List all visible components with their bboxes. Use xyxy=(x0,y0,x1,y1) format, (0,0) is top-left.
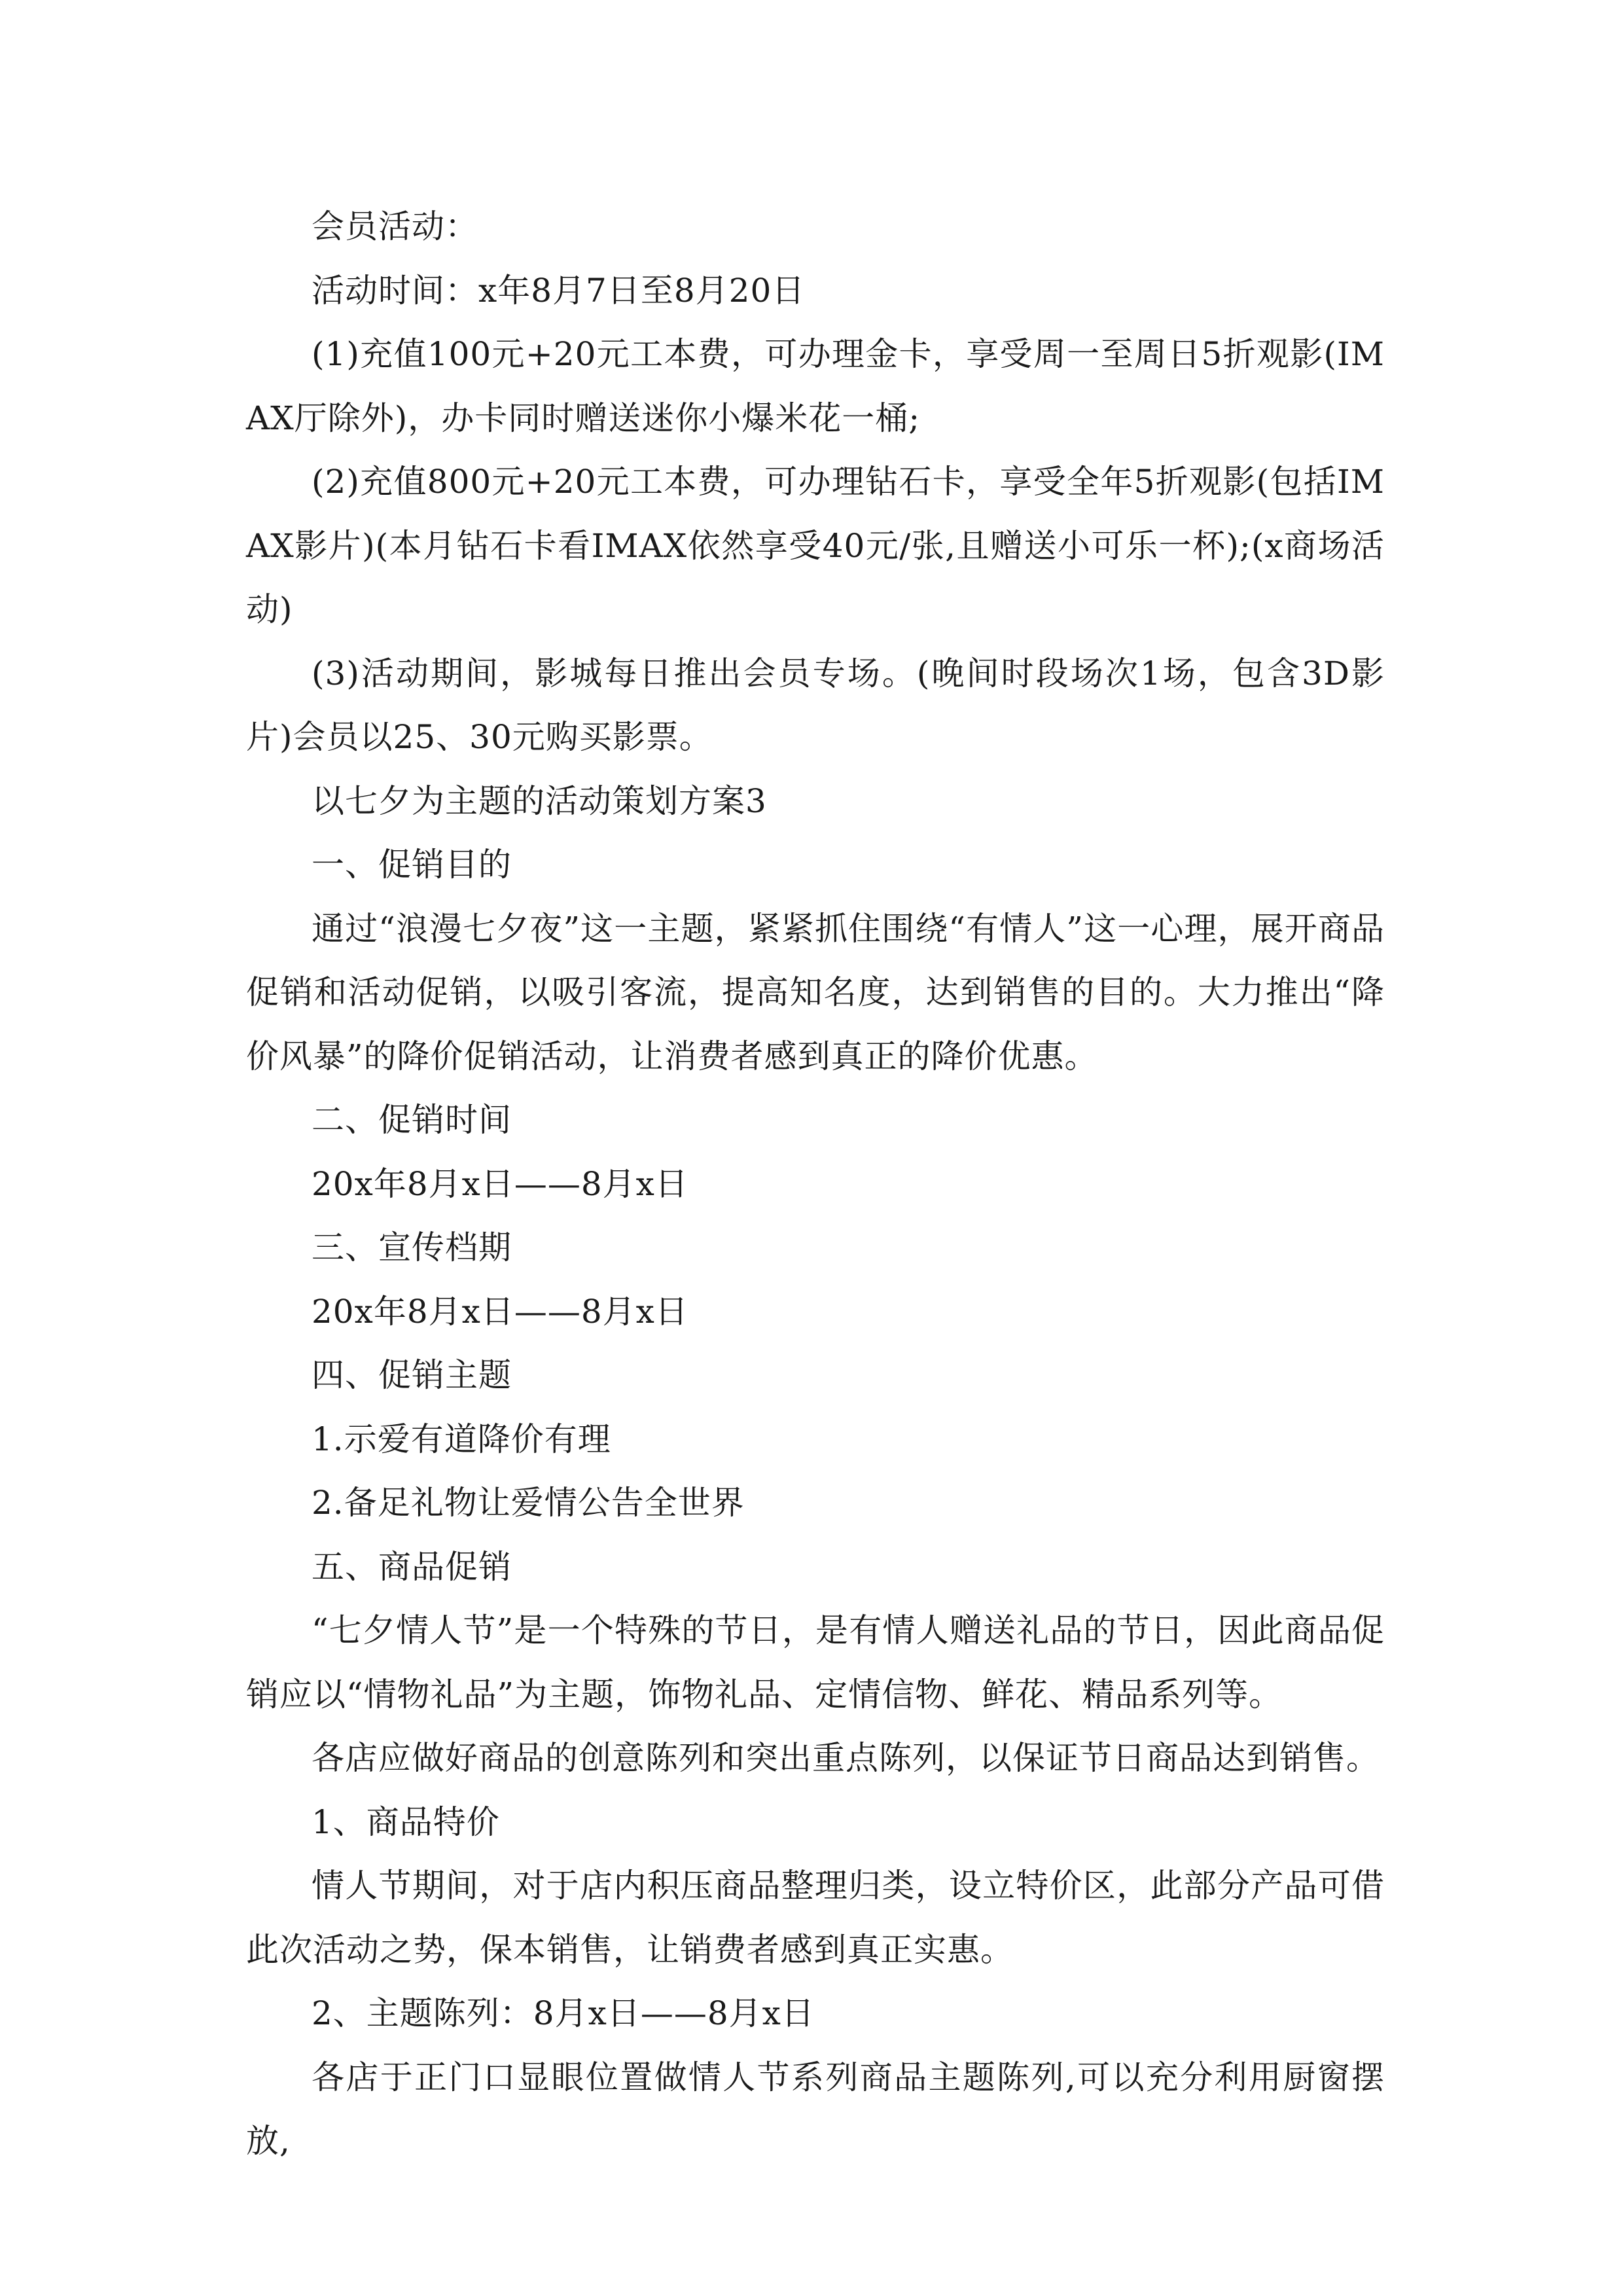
heading-promotion-purpose: 一、促销目的 xyxy=(312,846,512,884)
paragraph-special-price: 情人节期间，对于店内积压商品整理归类，设立特价区，此部分产品可借此次活动之势，保本销售，让销费者感到真正实惠。 xyxy=(246,1867,1385,1969)
heading-publicity-schedule: 三、宣传档期 xyxy=(312,1229,512,1266)
paragraph-membership-heading: 会员活动： xyxy=(312,207,478,245)
document-page xyxy=(246,195,1385,2174)
list-item-theme-1: 1.示爱有道降价有理 xyxy=(312,1420,611,1458)
paragraph-promotion-time: 20x年8月x日——8月x日 xyxy=(312,1164,688,1203)
section-title-plan-3: 以七夕为主题的活动策划方案3 xyxy=(312,781,767,820)
subheading-theme-display: 2、主题陈列：8月x日——8月x日 xyxy=(312,1994,815,2032)
paragraph-publicity-schedule: 20x年8月x日——8月x日 xyxy=(312,1292,688,1331)
paragraph-promotion-purpose: 通过“浪漫七夕夜”这一主题，紧紧抓住围绕“有情人”这一心理，展开商品促销和活动促销，以吸引客流，提高知名度，达到销售的目的。大力推出“降价风暴”的降价促销活动，让消费者感到真正的降价优惠。 xyxy=(246,909,1385,1075)
paragraph-qixi-gifts: “七夕情人节”是一个特殊的节日，是有情人赠送礼品的节日，因此商品促销应以“情物礼品”为主题，饰物礼品、定情信物、鲜花、精品系列等。 xyxy=(246,1611,1385,1713)
list-item-theme-2: 2.备足礼物让爱情公告全世界 xyxy=(312,1484,745,1522)
paragraph-member-screening: (3)活动期间，影城每日推出会员专场。(晚间时段场次1场，包含3D影片)会员以25、30元购买影票。 xyxy=(246,654,1385,756)
paragraph-activity-time: 活动时间：x年8月7日至8月20日 xyxy=(312,271,806,310)
paragraph-gold-card: (1)充值100元+20元工本费，可办理金卡，享受周一至周日5折观影(IMAX厅除外)，办卡同时赠送迷你小爆米花一桶; xyxy=(246,335,1385,437)
paragraph-theme-display: 各店于正门口显眼位置做情人节系列商品主题陈列,可以充分利用厨窗摆放, xyxy=(246,2058,1385,2160)
paragraph-diamond-card: (2)充值800元+20元工本费，可办理钻石卡，享受全年5折观影(包括IMAX影片)(本月钻石卡看IMAX依然享受40元/张,且赠送小可乐一杯);(x商场活动) xyxy=(246,463,1385,628)
heading-promotion-time: 二、促销时间 xyxy=(312,1101,512,1139)
subheading-special-price: 1、商品特价 xyxy=(312,1803,500,1841)
paragraph-store-display: 各店应做好商品的创意陈列和突出重点陈列，以保证节日商品达到销售。 xyxy=(312,1739,1380,1777)
heading-promotion-theme: 四、促销主题 xyxy=(312,1356,512,1394)
heading-product-promotion: 五、商品促销 xyxy=(312,1547,512,1586)
